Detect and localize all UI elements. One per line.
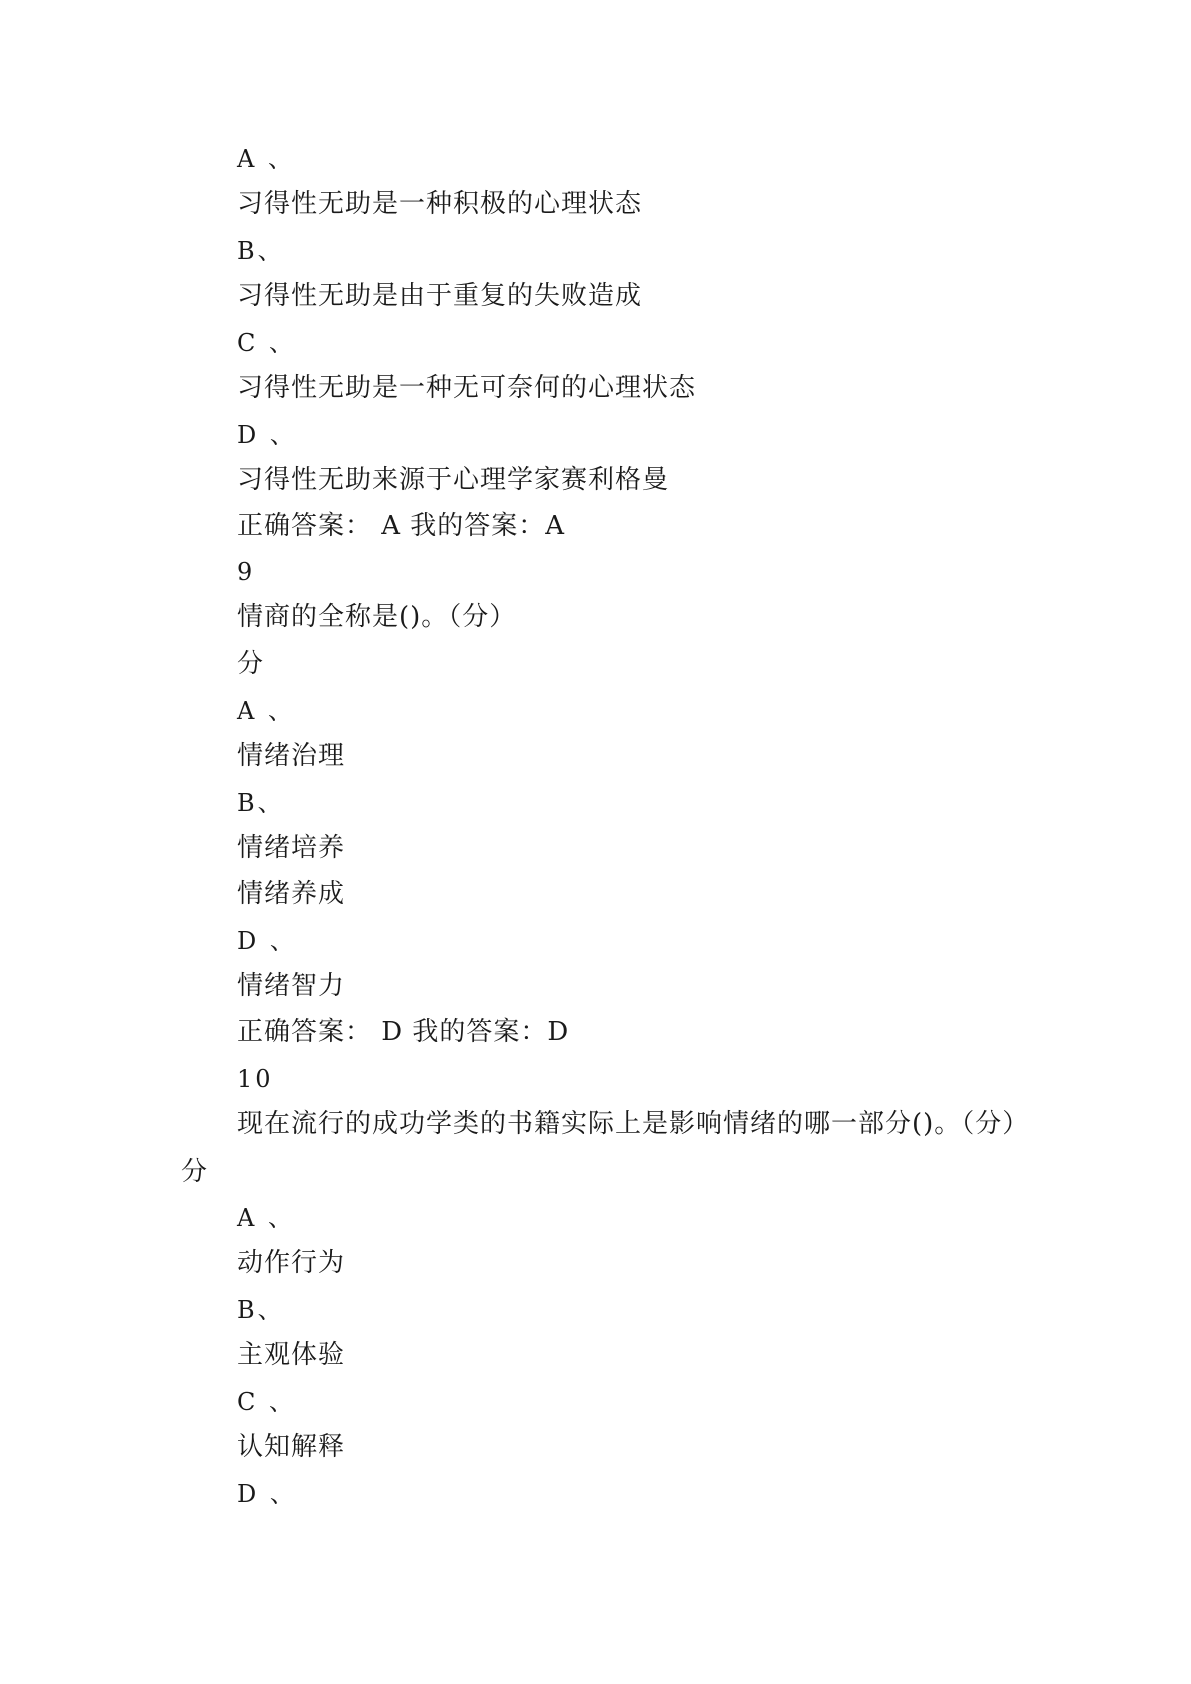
q9-option-a-label: A 、 — [237, 697, 295, 725]
q9-score: 分 — [237, 649, 265, 679]
q10-option-c-label: C 、 — [237, 1388, 296, 1416]
q9-answer-line: 正确答案： D 我的答案：D — [237, 1017, 570, 1047]
q9-stem: 情商的全称是()。（分） — [237, 602, 517, 632]
q8-option-a-text: 习得性无助是一种积极的心理状态 — [237, 189, 643, 219]
q10-option-b-text: 主观体验 — [237, 1340, 346, 1370]
q9-option-c-text: 情绪养成 — [237, 879, 346, 909]
q10-option-d-label: D 、 — [237, 1480, 297, 1508]
q9-option-d-text: 情绪智力 — [237, 971, 346, 1001]
q10-number: 10 — [237, 1065, 274, 1093]
q10-score: 分 — [181, 1157, 209, 1187]
q10-option-a-text: 动作行为 — [237, 1248, 346, 1278]
q10-stem: 现在流行的成功学类的书籍实际上是影响情绪的哪一部分()。（分） — [237, 1109, 1030, 1139]
q9-option-b-text: 情绪培养 — [237, 833, 346, 863]
q9-number: 9 — [237, 558, 256, 586]
q10-option-b-label: B、 — [237, 1296, 285, 1324]
q10-option-c-text: 认知解释 — [237, 1432, 346, 1462]
q10-option-a-label: A 、 — [237, 1204, 295, 1232]
q8-option-c-label: C 、 — [237, 329, 296, 357]
q8-option-c-text: 习得性无助是一种无可奈何的心理状态 — [237, 373, 697, 403]
q8-option-d-text: 习得性无助来源于心理学家赛利格曼 — [237, 465, 670, 495]
q8-option-d-label: D 、 — [237, 421, 297, 449]
q9-option-b-label: B、 — [237, 789, 285, 817]
q8-answer-line: 正确答案： A 我的答案：A — [237, 511, 566, 541]
q8-option-b-label: B、 — [237, 237, 285, 265]
q8-option-a-label: A 、 — [237, 145, 295, 173]
q9-option-a-text: 情绪治理 — [237, 741, 346, 771]
q8-option-b-text: 习得性无助是由于重复的失败造成 — [237, 281, 643, 311]
q9-option-d-label: D 、 — [237, 927, 297, 955]
